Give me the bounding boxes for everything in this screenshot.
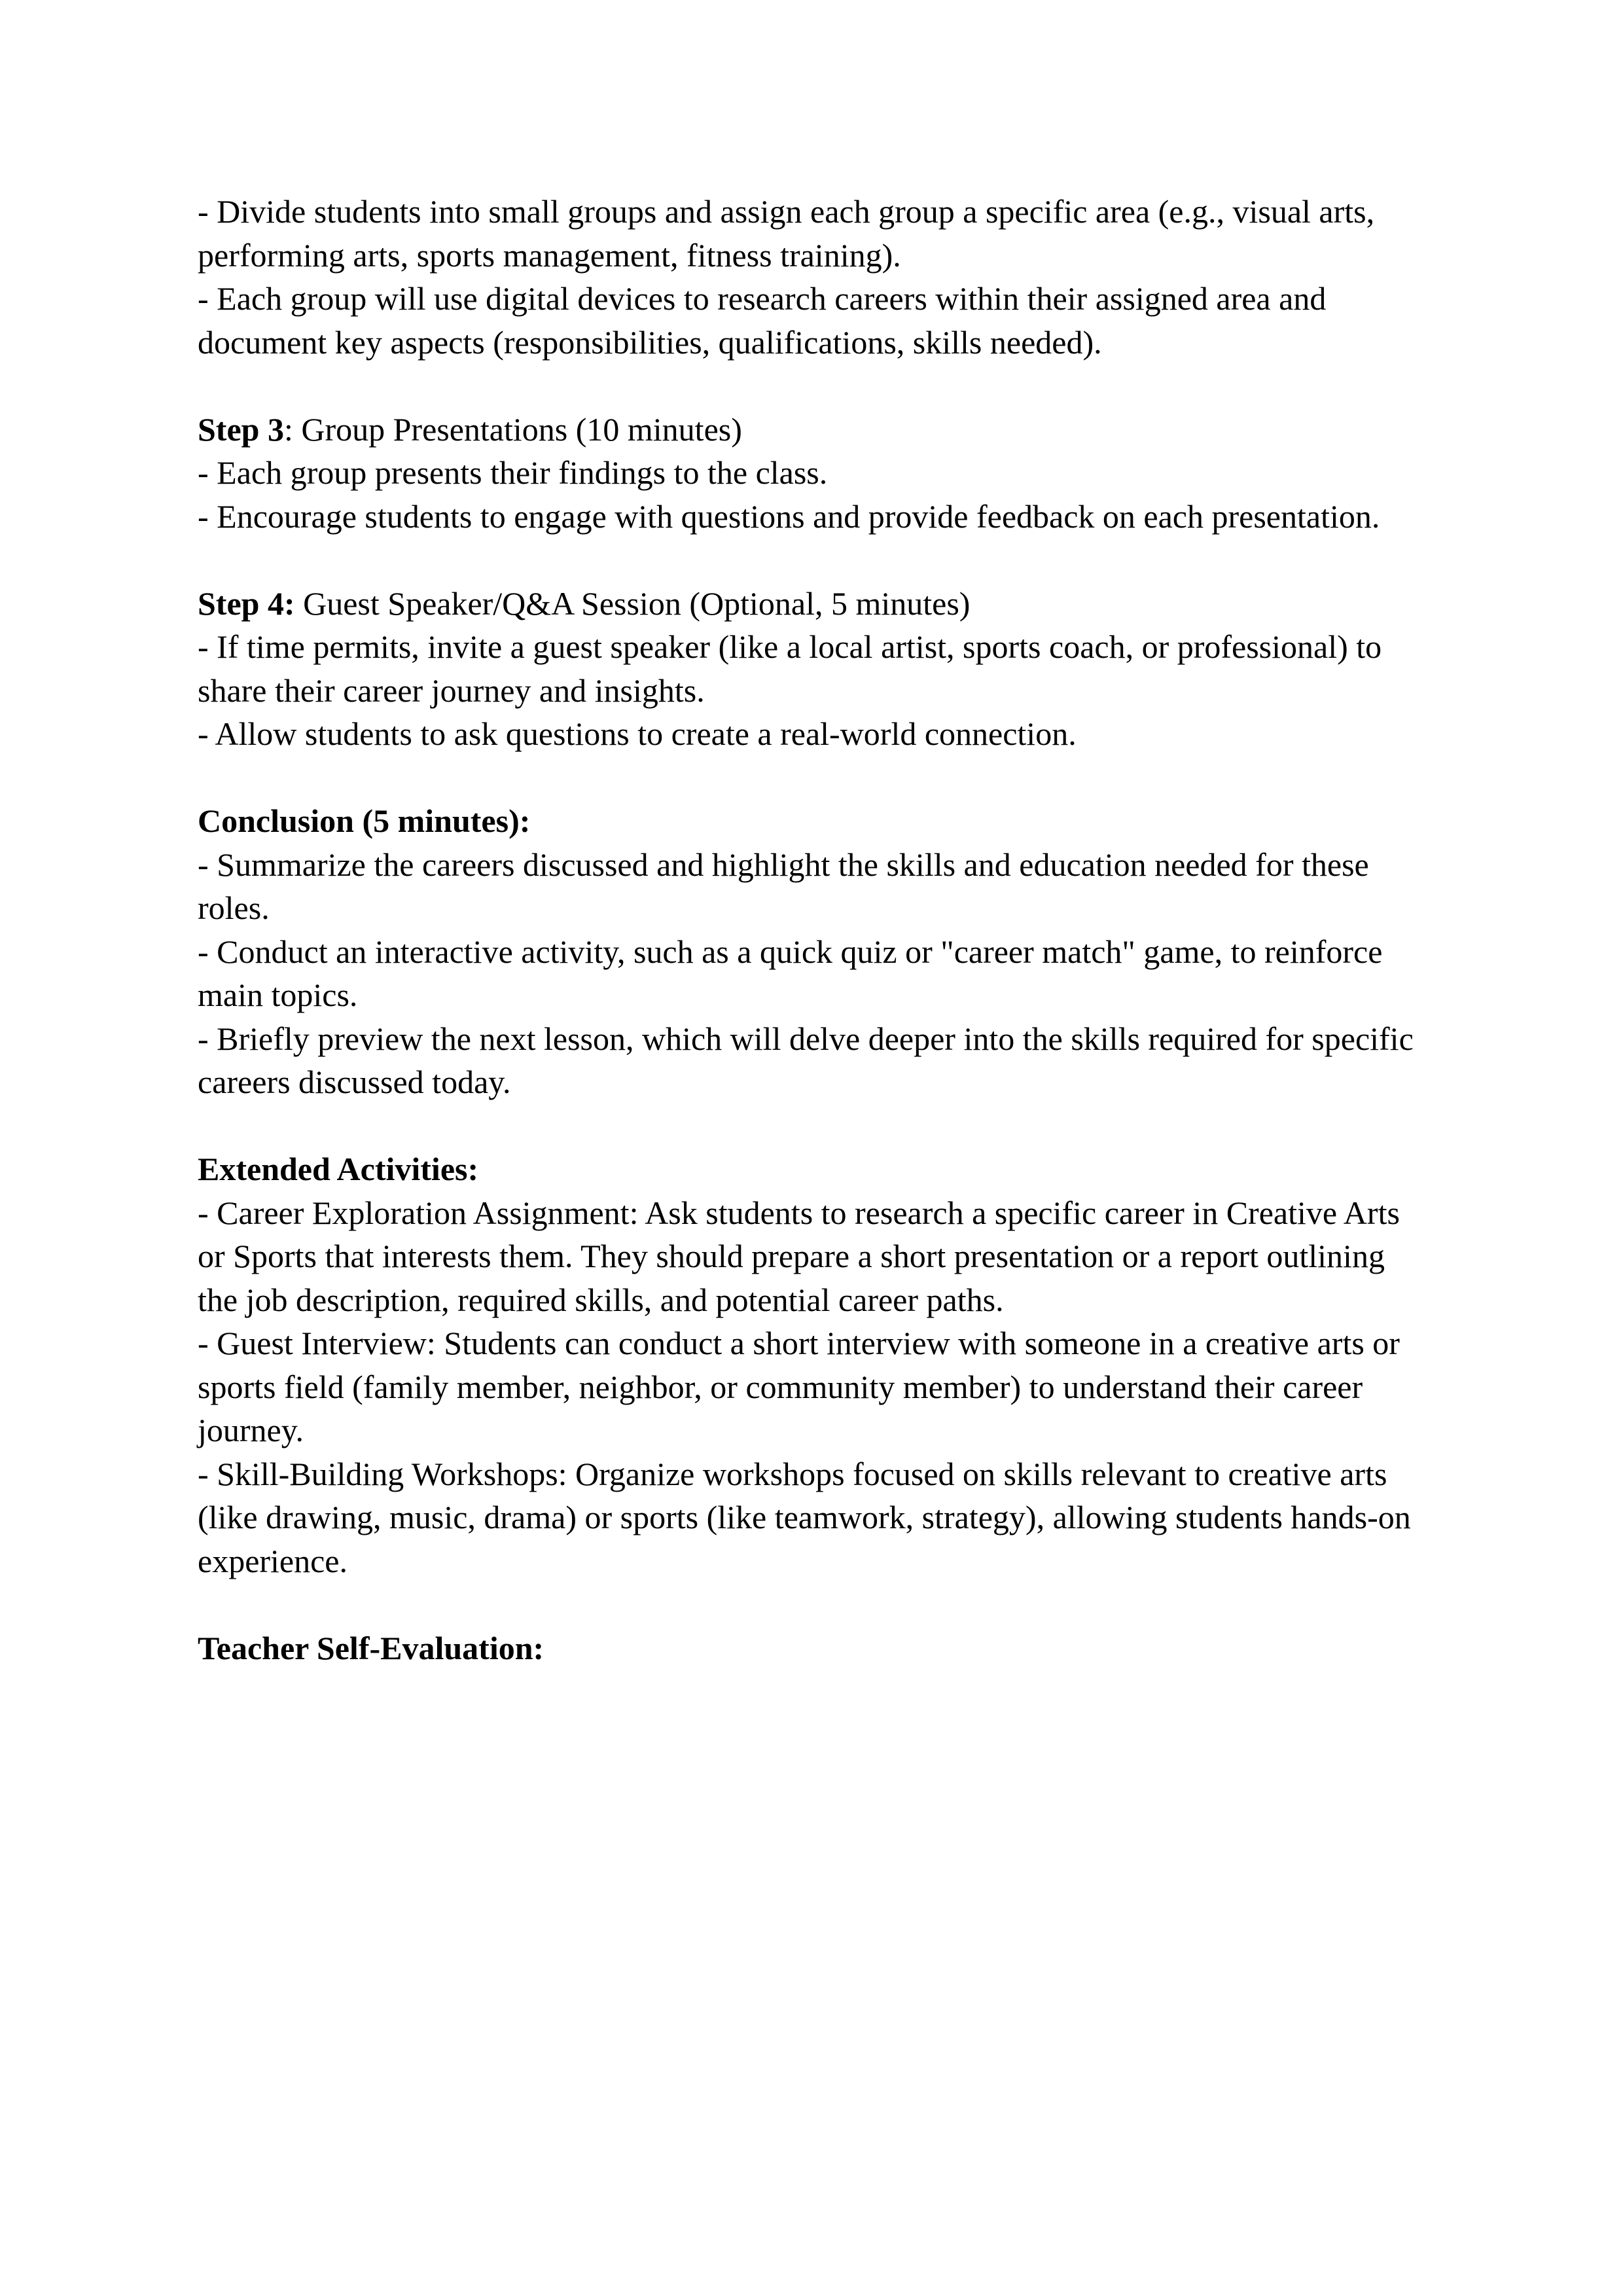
paragraph-spacer: [198, 1583, 1428, 1626]
conclusion-heading: Conclusion (5 minutes):: [198, 802, 531, 839]
body-line: - Career Exploration Assignment: Ask students to research a specific career in Creative Arts: [198, 1194, 1400, 1231]
step-3-section: [198, 408, 1428, 539]
body-line: - Allow students to ask questions to create a real-world connection.: [198, 715, 1077, 752]
body-line: - Skill-Building Workshops: Organize workshops focused on skills relevant to creative arts: [198, 1455, 1387, 1492]
teacher-self-evaluation-section: [198, 1626, 1428, 1670]
paragraph-spacer: [198, 538, 1428, 582]
body-line: - Divide students into small groups and assign each group a specific area (e.g., visual arts,: [198, 193, 1375, 230]
document-body: [198, 190, 1428, 1670]
body-line: main topics.: [198, 977, 358, 1013]
step-4-title: Guest Speaker/Q&A Session (Optional, 5 minutes): [294, 584, 971, 622]
step-3-title: : Group Presentations (10 minutes): [283, 410, 742, 448]
paragraph-spacer: [198, 1104, 1428, 1148]
paragraph-spacer: [198, 756, 1428, 800]
body-line: - Each group presents their findings to the class.: [198, 454, 828, 491]
body-line: share their career journey and insights.: [198, 672, 705, 709]
conclusion-section: [198, 799, 1428, 1104]
body-line: - Each group will use digital devices to research careers within their assigned area and: [198, 280, 1327, 317]
body-line: journey.: [198, 1412, 304, 1448]
teacher-self-evaluation-heading: Teacher Self-Evaluation:: [198, 1629, 544, 1666]
body-line: roles.: [198, 889, 270, 926]
body-line: careers discussed today.: [198, 1064, 511, 1100]
step-4-heading: [198, 582, 1428, 626]
body-line: - Encourage students to engage with questions and provide feedback on each presentation.: [198, 497, 1380, 535]
body-line: or Sports that interests them. They should prepare a short presentation or a report outlining: [198, 1238, 1385, 1274]
step-3-heading: [198, 408, 1428, 452]
group-research-instructions: [198, 190, 1428, 364]
body-line: performing arts, sports management, fitness training).: [198, 236, 901, 274]
extended-activities-section: [198, 1147, 1428, 1583]
body-line: - Guest Interview: Students can conduct a short interview with someone in a creative arts or: [198, 1325, 1400, 1361]
body-line: - Briefly preview the next lesson, which will delve deeper into the skills required for specific: [198, 1020, 1414, 1057]
body-line: the job description, required skills, and potential career paths.: [198, 1281, 1004, 1318]
body-line: document key aspects (responsibilities, qualifications, skills needed).: [198, 323, 1102, 361]
body-line: - If time permits, invite a guest speaker (like a local artist, sports coach, or professional) to: [198, 628, 1382, 665]
body-line: - Conduct an interactive activity, such as a quick quiz or "career match" game, to reinforce: [198, 933, 1383, 970]
body-line: sports field (family member, neighbor, or community member) to understand their career: [198, 1368, 1363, 1405]
body-line: - Summarize the careers discussed and highlight the skills and education needed for these: [198, 846, 1369, 883]
step-4-label: Step 4:: [198, 584, 295, 622]
step-3-label: Step 3: [198, 410, 284, 448]
extended-activities-heading: Extended Activities:: [198, 1151, 479, 1187]
paragraph-spacer: [198, 364, 1428, 408]
body-line: experience.: [198, 1542, 348, 1579]
body-line: (like drawing, music, drama) or sports (like teamwork, strategy), allowing students hands-on: [198, 1499, 1411, 1535]
step-4-section: [198, 582, 1428, 756]
